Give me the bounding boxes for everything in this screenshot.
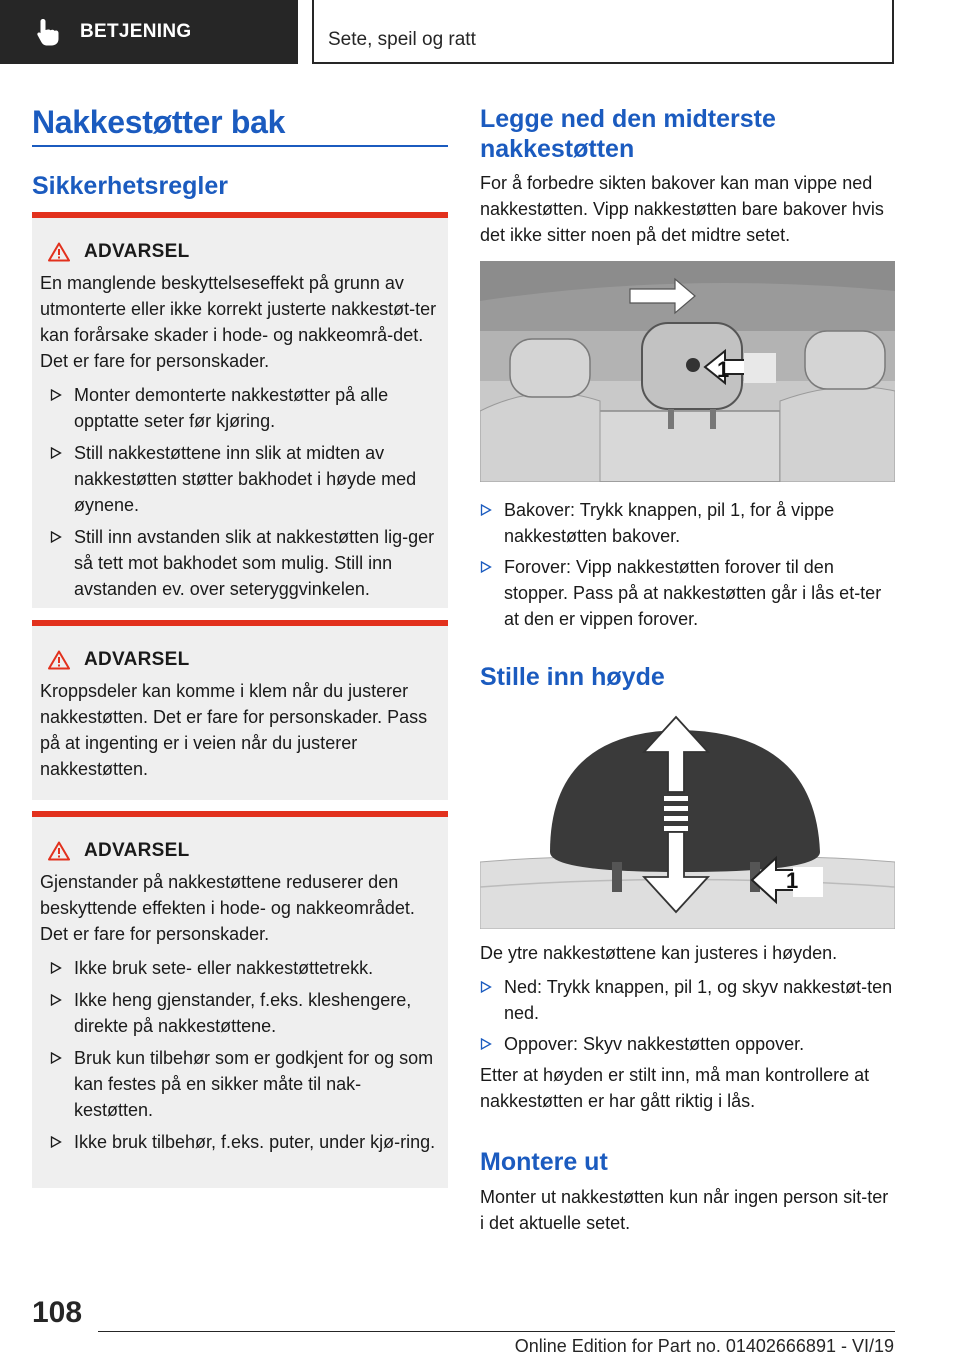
bullet-triangle-icon [50, 1136, 62, 1148]
list-item: Ikke bruk tilbehør, f.eks. puter, under kjø-ring. [40, 1129, 440, 1155]
edition-note: Online Edition for Part no. 01402666891 - VI/19 [514, 1336, 894, 1356]
bullet-triangle-icon [50, 962, 62, 974]
bullet-triangle-icon [480, 981, 492, 993]
chapter-label: Sete, speil og ratt [328, 29, 476, 50]
paragraph-remove: Monter ut nakkestøtten kun når ingen person sit-ter i det aktuelle setet. [480, 1187, 889, 1233]
hand-pointer-icon [34, 17, 62, 47]
warning-box-2 [32, 620, 448, 800]
chapter-tab [312, 0, 894, 64]
list-item: Forover: Vipp nakkestøtten forover til den stopper. Pass på at nakkestøtten går i lås et-ter at den er vippen forover. [470, 554, 895, 632]
bullet-triangle-icon [480, 1038, 492, 1050]
section-heading-safety: Sikkerhetsregler [32, 172, 228, 200]
list-item: Monter demonterte nakkestøtter på alle opptatte seter før kjøring. [40, 382, 440, 434]
list-item: Still inn avstanden slik at nakkestøtten lig-ger så tett mot bakhodet som mulig. Still inn avstanden ev. over seteryggvinkelen. [40, 524, 440, 602]
bullet-triangle-icon [50, 994, 62, 1006]
bullet-triangle-icon [480, 504, 492, 516]
paragraph-height-intro: De ytre nakkestøttene kan justeres i høyden. [480, 943, 838, 963]
page-title: Nakkestøtter bak [32, 104, 286, 140]
page-number: 108 [32, 1296, 83, 1329]
warning-triangle-icon [48, 242, 70, 262]
warning-box-1 [32, 212, 448, 608]
section-heading-remove: Montere ut [480, 1148, 608, 1176]
bullet-triangle-icon [50, 389, 62, 401]
warning-triangle-icon [48, 841, 70, 861]
footer-rule [98, 1331, 895, 1332]
warning-triangle-icon [48, 650, 70, 670]
title-rule [32, 145, 448, 147]
callout-number: 1 [717, 357, 730, 382]
bullet-triangle-icon [50, 531, 62, 543]
section-label: BETJENING [80, 21, 192, 42]
bullet-triangle-icon [480, 561, 492, 573]
list-item: Still nakkestøttene inn slik at midten av nakkestøtten støtter bakhodet i høyde med øynene. [40, 440, 440, 518]
bullet-triangle-icon [50, 447, 62, 459]
list-item: Ikke bruk sete- eller nakkestøttetrekk. [40, 955, 440, 981]
warning-title: ADVARSEL [84, 840, 190, 861]
warning-box-3 [32, 811, 448, 1188]
paragraph-height-outro: Etter at høyden er stilt inn, må man kontrollere at nakkestøtten er har gått riktig i lås. [480, 1065, 870, 1111]
list-item: Ikke heng gjenstander, f.eks. kleshengere, direkte på nakkestøttene. [40, 987, 440, 1039]
list-item: Ned: Trykk knappen, pil 1, og skyv nakkestøt-ten ned. [470, 974, 895, 1026]
section-tab [0, 0, 298, 64]
list-item: Oppover: Skyv nakkestøtten oppover. [470, 1031, 895, 1057]
section-heading-height: Stille inn høyde [480, 663, 665, 691]
list-item: Bakover: Trykk knappen, pil 1, for å vippe nakkestøtten bakover. [470, 497, 895, 549]
headrest-height-illustration [480, 712, 895, 929]
rear-headrest-fold-illustration [480, 261, 895, 482]
section-heading-fold-down: Legge ned den midterste nakkestøtten [480, 105, 776, 163]
warning-text: En manglende beskyttelseseffekt på grunn av utmonterte eller ikke korrekt justerte nakkestøt-ter kan forårsake skader i hode- og nakkeområ-det. Det er fare for personskader. [40, 273, 437, 371]
list-item: Bruk kun tilbehør som er godkjent for og som kan festes på en sikker måte til nak-kestøtten. [40, 1045, 440, 1123]
paragraph-fold-intro: For å forbedre sikten bakover kan man vippe ned nakkestøtten. Vipp nakkestøtten bare bakover hvis det ikke sitter noen på det midtre setet. [480, 173, 884, 245]
warning-title: ADVARSEL [84, 241, 190, 262]
callout-number: 1 [786, 868, 799, 893]
warning-text: Kroppsdeler kan komme i klem når du justerer nakkestøtten. Det er fare for personskader. Pass på at ingenting er i veien når du justerer nakkestøtten. [40, 681, 428, 779]
warning-title: ADVARSEL [84, 649, 190, 670]
bullet-triangle-icon [50, 1052, 62, 1064]
warning-text: Gjenstander på nakkestøttene reduserer den beskyttende effekten i hode- og nakkeområdet. Det er fare for personskader. [40, 872, 415, 944]
